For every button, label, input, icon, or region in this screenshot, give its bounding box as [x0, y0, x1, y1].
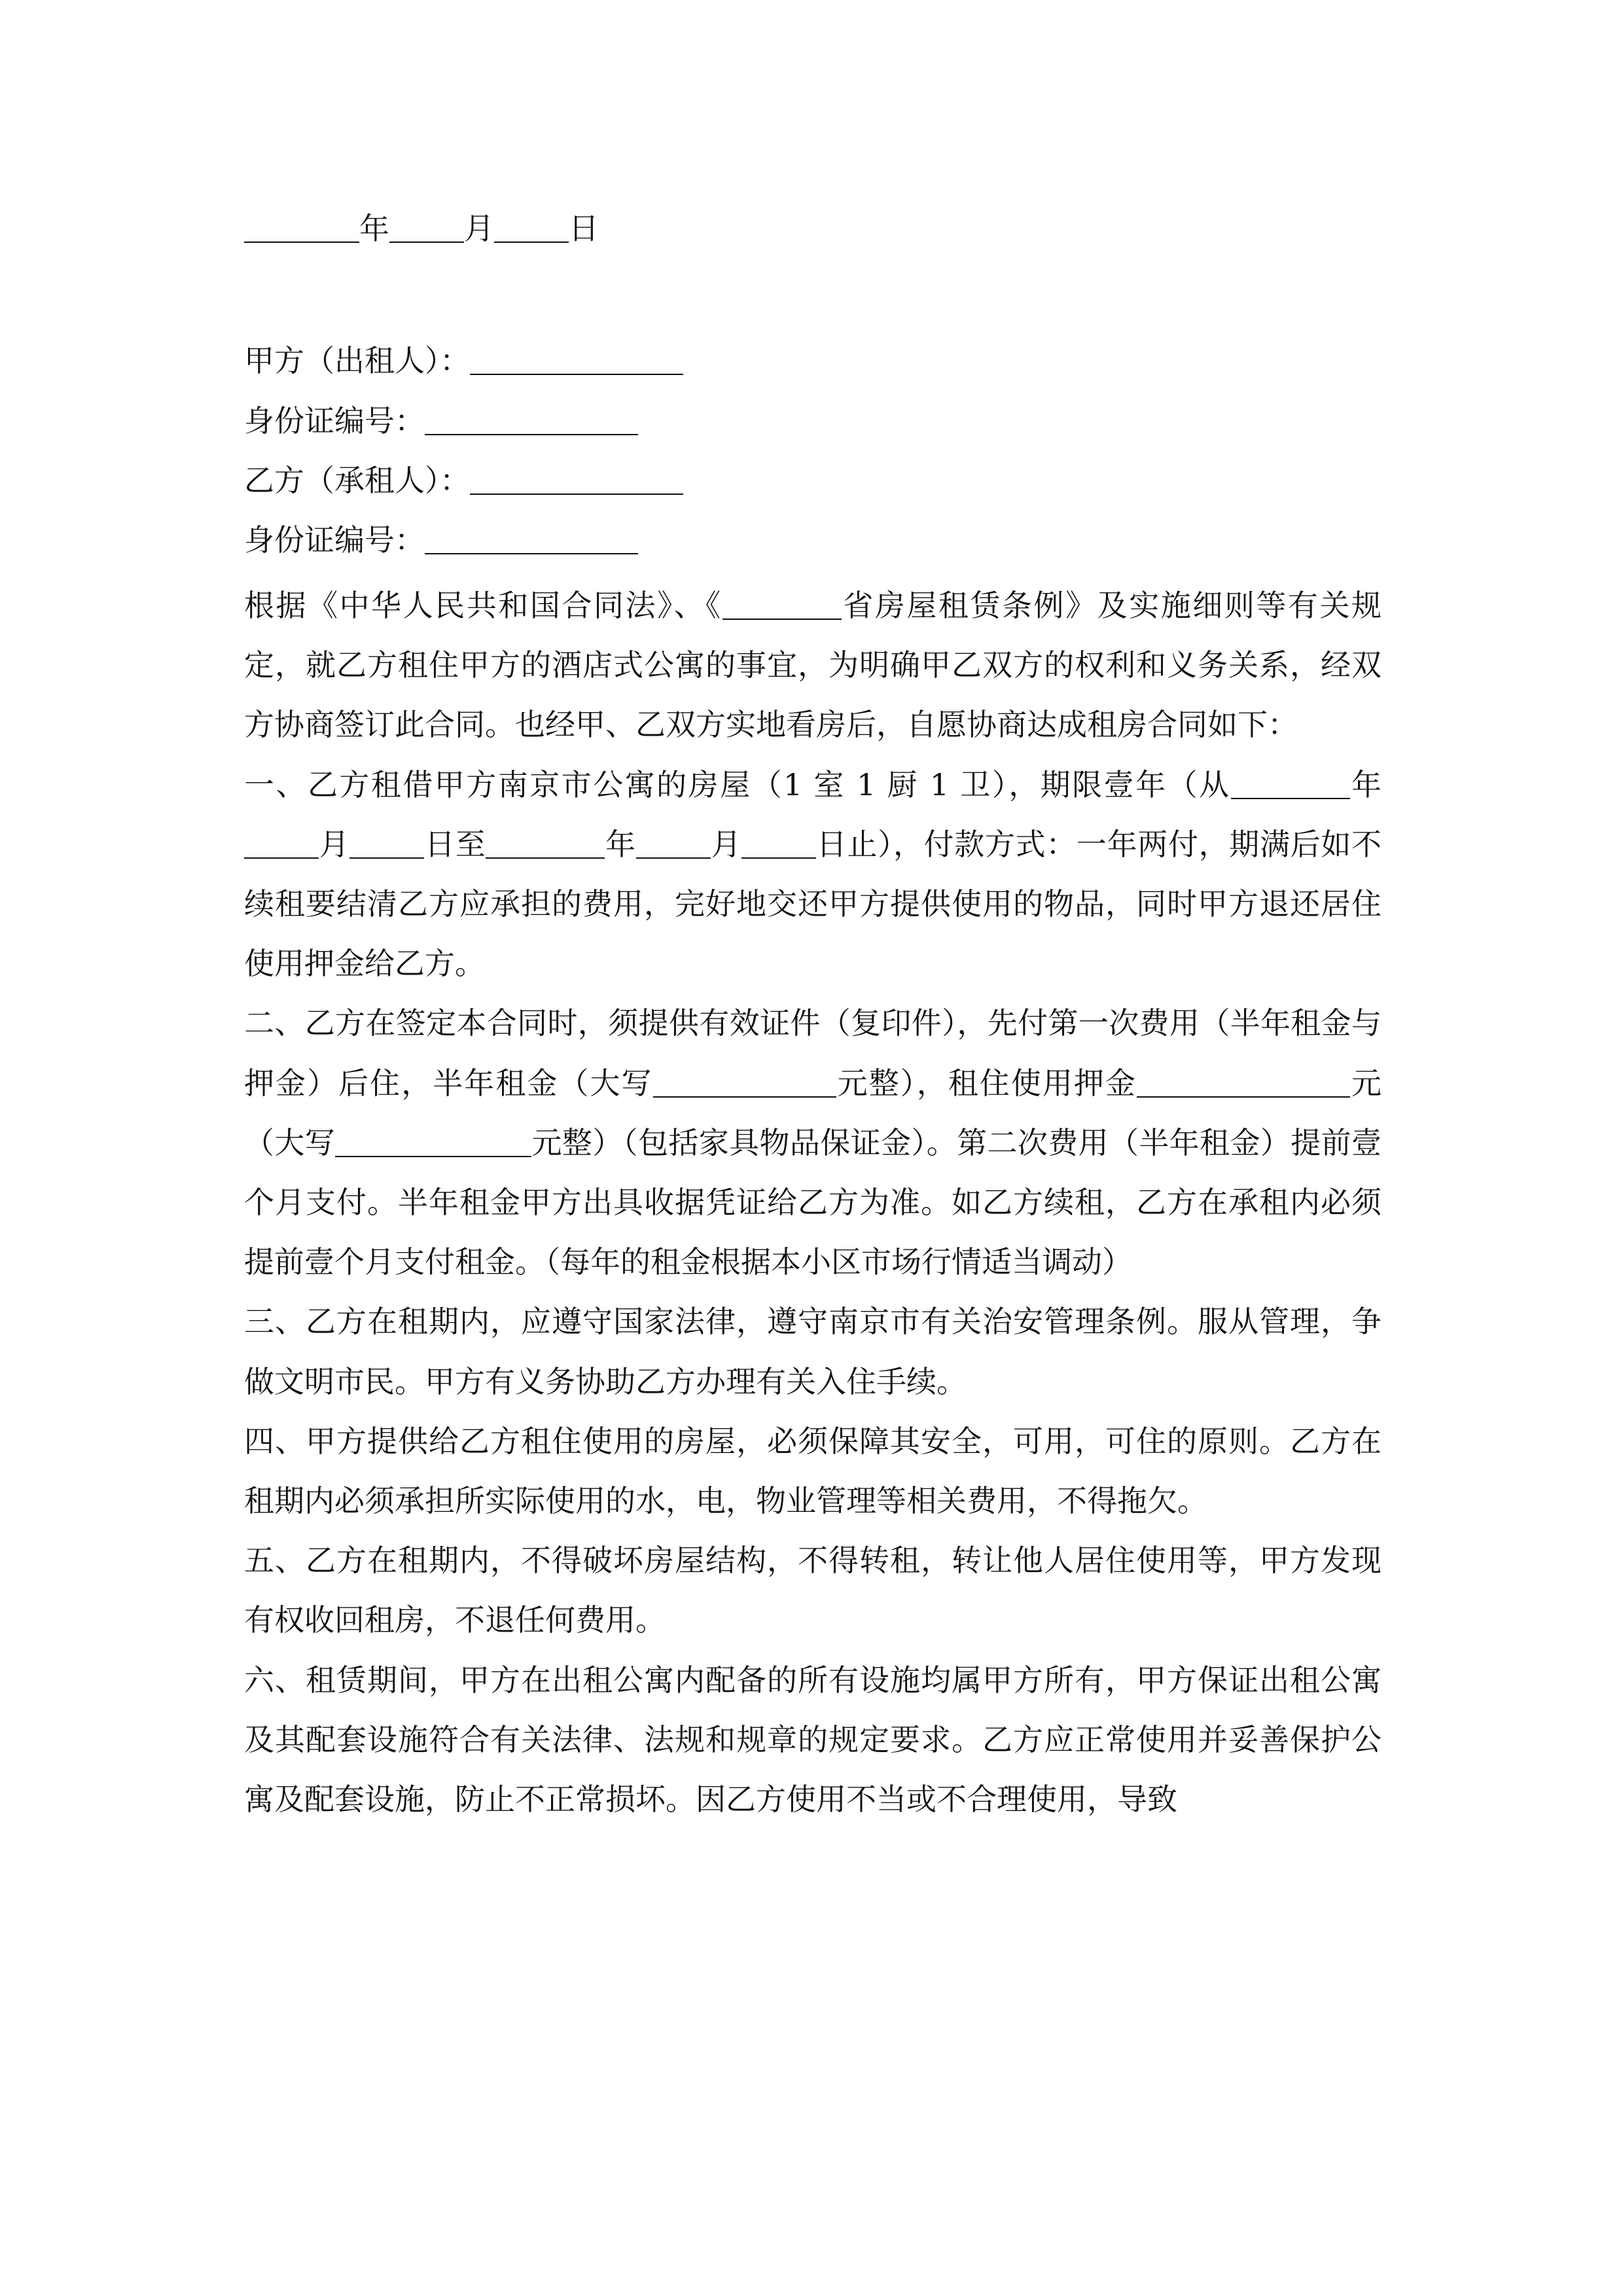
- lessee-blank[interactable]: [470, 463, 683, 495]
- lessor-id-blank[interactable]: [425, 404, 638, 435]
- clause-2: [244, 994, 1382, 1292]
- clause-2-text-b: 元整），租住使用押金: [836, 1065, 1137, 1101]
- preamble-text-a: 根据《中华人民共和国合同法》、《: [244, 588, 722, 623]
- contract-date-line: [244, 208, 599, 249]
- start-day-blank[interactable]: [349, 827, 424, 859]
- end-month-label: 月: [710, 826, 742, 862]
- lessee-label: 乙方（承租人）：: [244, 463, 470, 498]
- clause-5: 五、乙方在租期内，不得破坏房屋结构，不得转租，转让他人居住使用等，甲方发现有权收回租房，不退任何费用。: [244, 1543, 1382, 1638]
- clause-2-text-c: 元（大写: [244, 1065, 1382, 1160]
- contract-body: [244, 576, 1382, 1829]
- clause-2-text-a: 二、乙方在签定本合同时，须提供有效证件（复印件），先付第一次费用（半年租金与押金）后住，半年租金（大写: [244, 1005, 1382, 1101]
- clause-3: 三、乙方在租期内，应遵守国家法律，遵守南京市有关治安管理条例。服从管理，争做文明市民。甲方有义务协助乙方办理有关入住手续。: [244, 1304, 1382, 1399]
- start-year-label: 年: [1349, 766, 1382, 802]
- year-label: 年: [359, 211, 389, 246]
- start-month-label: 月: [319, 826, 350, 862]
- clause-1-text-b: 日止），付款方式：一年两付，期满后如不续租要结清乙方应承担的费用，完好地交还甲方提供使用的物品，同时甲方退还居住使用押金给乙方。: [244, 826, 1382, 982]
- lessee-id-blank[interactable]: [425, 523, 638, 554]
- half-year-rent-blank[interactable]: [653, 1066, 836, 1098]
- clause-1: [244, 755, 1382, 994]
- deposit-uppercase-blank[interactable]: [335, 1126, 531, 1157]
- lessor-blank[interactable]: [470, 344, 683, 375]
- day-blank[interactable]: [494, 211, 569, 243]
- deposit-amount-blank[interactable]: [1137, 1066, 1350, 1098]
- lessor-field: [244, 340, 683, 381]
- start-month-blank[interactable]: [244, 827, 319, 859]
- start-day-label: 日至: [424, 826, 486, 862]
- preamble-text-b: 省房屋租赁条例》及实施细则等有关规定，就乙方租住甲方的酒店式公寓的事宜，为明确甲乙双方的权利和义务关系，经双方协商签订此合同。也经甲、乙双方实地看房后，自愿协商达成租房合同如下：: [244, 588, 1382, 743]
- lessor-id-field: [244, 401, 638, 441]
- day-label: 日: [569, 211, 599, 246]
- lessor-label: 甲方（出租人）：: [244, 343, 470, 378]
- clause-2-text-d: 元整）（包括家具物品保证金）。第二次费用（半年租金）提前壹个月支付。半年租金甲方出具收据凭证给乙方为准。如乙方续租，乙方在承租内必须提前壹个月支付租金。（每年的租金根据本小区市场行情适当调动）: [244, 1124, 1382, 1280]
- end-day-blank[interactable]: [741, 827, 816, 859]
- end-year-blank[interactable]: [486, 827, 605, 859]
- lessee-id-field: [244, 520, 638, 560]
- clause-6: 六、租赁期间，甲方在出租公寓内配备的所有设施均属甲方所有，甲方保证出租公寓及其配套设施符合有关法律、法规和规章的规定要求。乙方应正常使用并妥善保护公寓及配套设施，防止不正常损坏。因乙方使用不当或不合理使用，导致: [244, 1662, 1382, 1818]
- clause-1-text-a: 一、乙方租借甲方南京市公寓的房屋（1 室 1 厨 1 卫），期限壹年（从: [244, 766, 1231, 802]
- start-year-blank[interactable]: [1231, 768, 1350, 799]
- lessee-id-label: 身份证编号：: [244, 522, 425, 558]
- preamble-paragraph: [244, 576, 1382, 755]
- lessor-id-label: 身份证编号：: [244, 403, 425, 439]
- end-month-blank[interactable]: [636, 827, 711, 859]
- clause-4: 四、甲方提供给乙方租住使用的房屋，必须保障其安全，可用，可住的原则。乙方在租期内必须承担所实际使用的水，电，物业管理等相关费用，不得拖欠。: [244, 1423, 1382, 1519]
- province-blank[interactable]: [722, 588, 842, 620]
- end-year-label: 年: [605, 826, 636, 862]
- month-label: 月: [464, 211, 494, 246]
- year-blank[interactable]: [244, 211, 359, 243]
- month-blank[interactable]: [389, 211, 464, 243]
- lessee-field: [244, 460, 683, 501]
